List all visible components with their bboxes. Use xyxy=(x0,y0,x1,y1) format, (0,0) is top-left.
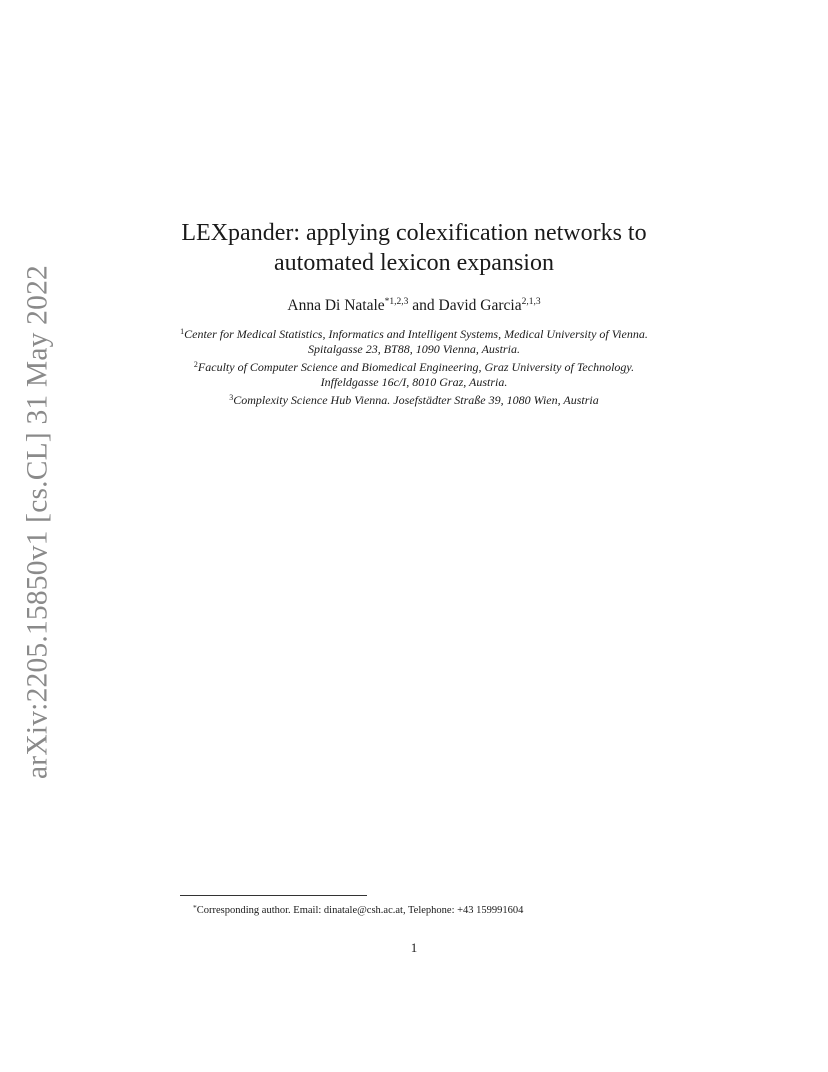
author-name: David Garcia xyxy=(438,297,522,314)
affiliation-mark: 3 xyxy=(229,393,234,402)
affiliation-text: Complexity Science Hub Vienna. Josefstädter Straße 39, 1080 Wien, Austria xyxy=(233,393,599,407)
affiliation-text: Faculty of Computer Science and Biomedical Engineering, Graz University of Technology. Inffeldgasse 16c/I, 8010 Graz, Austria. xyxy=(197,360,635,389)
author-name: Anna Di Natale xyxy=(287,297,385,314)
affiliation-text: Center for Medical Statistics, Informatics and Intelligent Systems, Medical University of Vienna. Spitalgasse 23, BT88, 1090 Vienna, Austria. xyxy=(184,327,648,356)
footnote-text: Corresponding author. Email: dinatale@csh.ac.at, Telephone: +43 159991604 xyxy=(196,905,524,916)
footnote-mark: * xyxy=(193,903,197,912)
affiliation xyxy=(180,357,648,390)
title-line-1: LEXpander: applying colexification networks to xyxy=(181,220,647,246)
affiliation-mark: 2 xyxy=(193,360,198,369)
author-joiner: and xyxy=(412,297,435,314)
footnote-divider xyxy=(180,895,367,896)
author-affil-marks: 2,1,3 xyxy=(521,297,541,307)
affiliation xyxy=(180,390,648,408)
title-line-2: automated lexicon expansion xyxy=(274,250,554,276)
affiliation-mark: 1 xyxy=(180,327,185,336)
footnote xyxy=(193,901,643,917)
paper-title xyxy=(0,218,828,278)
arxiv-stamp xyxy=(0,0,76,1072)
affiliation-list xyxy=(180,324,648,408)
author-affil-marks: *1,2,3 xyxy=(384,297,409,307)
page-number: 1 xyxy=(410,940,418,955)
arxiv-identifier: arXiv:2205.15850v1 [cs.CL] 31 May 2022 xyxy=(21,265,54,779)
author-list xyxy=(0,292,828,316)
affiliation xyxy=(180,324,648,357)
